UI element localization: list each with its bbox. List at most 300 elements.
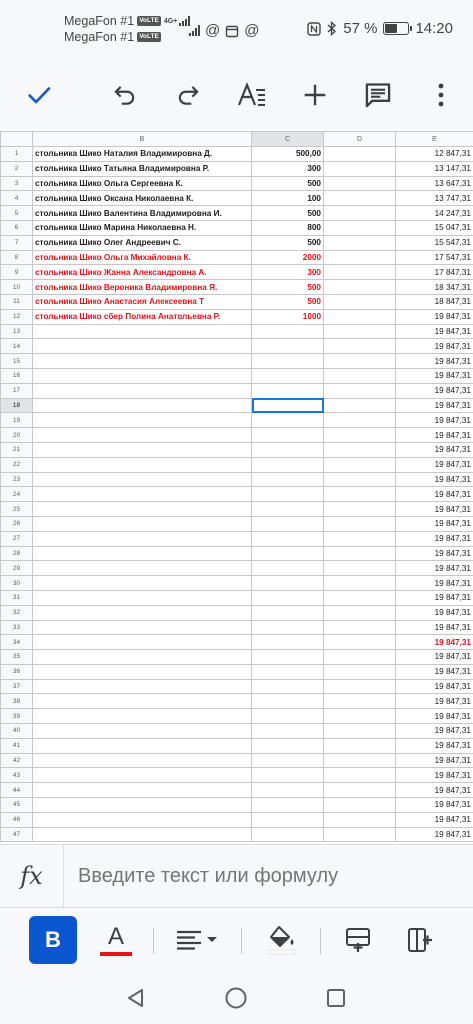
cell-d[interactable] xyxy=(324,147,396,162)
row-header[interactable]: 13 xyxy=(1,324,33,339)
cell-b[interactable] xyxy=(33,753,252,768)
row-header[interactable]: 7 xyxy=(1,235,33,250)
cell-d[interactable] xyxy=(324,605,396,620)
cell-b[interactable] xyxy=(33,620,252,635)
insert-column-button[interactable] xyxy=(396,916,444,964)
cell-b[interactable] xyxy=(33,635,252,650)
cell-d[interactable] xyxy=(324,324,396,339)
cell-b[interactable]: стольника Шико Оксана Николаевна К. xyxy=(33,191,252,206)
column-header-e[interactable]: E xyxy=(396,132,473,147)
cell-d[interactable] xyxy=(324,650,396,665)
table-row xyxy=(1,206,473,221)
cell-b[interactable] xyxy=(33,368,252,383)
cell-e[interactable]: 19 847,31 xyxy=(396,709,473,724)
cell-d[interactable] xyxy=(324,753,396,768)
column-header-d[interactable]: D xyxy=(324,132,396,147)
cell-b[interactable] xyxy=(33,354,252,369)
cell-e[interactable]: 19 847,31 xyxy=(396,546,473,561)
cell-d[interactable] xyxy=(324,620,396,635)
row-header[interactable]: 17 xyxy=(1,383,33,398)
row-header[interactable]: 19 xyxy=(1,413,33,428)
cell-d[interactable] xyxy=(324,576,396,591)
cell-b[interactable] xyxy=(33,413,252,428)
cell-b[interactable]: стольника Шико Ольга Сергеевна К. xyxy=(33,176,252,191)
cell-c[interactable]: 100 xyxy=(252,191,324,206)
cell-e[interactable]: 19 847,31 xyxy=(396,605,473,620)
cell-c[interactable]: 1000 xyxy=(252,309,324,324)
cell-e[interactable]: 19 847,31 xyxy=(396,827,473,842)
table-row xyxy=(1,709,473,724)
cell-d[interactable] xyxy=(324,339,396,354)
cell-b[interactable] xyxy=(33,398,252,413)
cell-b[interactable] xyxy=(33,738,252,753)
cell-d[interactable] xyxy=(324,294,396,309)
function-button[interactable] xyxy=(0,845,64,907)
table-row xyxy=(1,235,473,250)
row-header[interactable]: 3 xyxy=(1,176,33,191)
spreadsheet-grid[interactable] xyxy=(0,131,473,844)
table-row xyxy=(1,738,473,753)
cell-e[interactable]: 13 747,31 xyxy=(396,191,473,206)
cell-b[interactable] xyxy=(33,664,252,679)
more-vert-icon xyxy=(437,82,445,108)
cell-b[interactable] xyxy=(33,487,252,502)
cell-d[interactable] xyxy=(324,442,396,457)
table-row xyxy=(1,383,473,398)
text-color-swatch xyxy=(100,952,132,956)
table-row xyxy=(1,768,473,783)
cell-e[interactable]: 19 847,31 xyxy=(396,650,473,665)
cell-d[interactable] xyxy=(324,176,396,191)
cell-c[interactable] xyxy=(252,457,324,472)
cell-e[interactable]: 19 847,31 xyxy=(396,472,473,487)
cell-e[interactable]: 19 847,31 xyxy=(396,354,473,369)
grid-body xyxy=(1,147,473,842)
back-button[interactable] xyxy=(118,982,154,1014)
row-header[interactable]: 43 xyxy=(1,768,33,783)
row-header[interactable]: 22 xyxy=(1,457,33,472)
cell-b[interactable] xyxy=(33,650,252,665)
cell-e[interactable]: 17 847,31 xyxy=(396,265,473,280)
cell-e[interactable]: 19 847,31 xyxy=(396,768,473,783)
cell-b[interactable] xyxy=(33,679,252,694)
back-triangle-icon xyxy=(125,987,147,1009)
row-header[interactable]: 47 xyxy=(1,827,33,842)
cell-e[interactable]: 19 847,31 xyxy=(396,368,473,383)
cell-c[interactable] xyxy=(252,738,324,753)
row-header[interactable]: 8 xyxy=(1,250,33,265)
cell-c[interactable] xyxy=(252,516,324,531)
row-header[interactable]: 38 xyxy=(1,694,33,709)
cell-d[interactable] xyxy=(324,709,396,724)
cell-c[interactable] xyxy=(252,827,324,842)
cell-c[interactable] xyxy=(252,724,324,739)
table-row xyxy=(1,413,473,428)
row-header[interactable]: 37 xyxy=(1,679,33,694)
cell-c[interactable] xyxy=(252,709,324,724)
row-header[interactable]: 30 xyxy=(1,576,33,591)
cell-d[interactable] xyxy=(324,206,396,221)
cell-c[interactable] xyxy=(252,605,324,620)
cell-b[interactable] xyxy=(33,798,252,813)
cell-d[interactable] xyxy=(324,280,396,295)
cell-d[interactable] xyxy=(324,664,396,679)
separator-3 xyxy=(320,928,321,954)
cell-c[interactable] xyxy=(252,768,324,783)
cell-c[interactable]: 500 xyxy=(252,294,324,309)
cell-c[interactable] xyxy=(252,472,324,487)
row-header[interactable]: 45 xyxy=(1,798,33,813)
cell-c[interactable] xyxy=(252,576,324,591)
cell-d[interactable] xyxy=(324,191,396,206)
text-format-icon xyxy=(237,81,267,109)
cell-c[interactable] xyxy=(252,354,324,369)
cell-d[interactable] xyxy=(324,472,396,487)
cell-e[interactable]: 19 847,31 xyxy=(396,561,473,576)
table-row xyxy=(1,442,473,457)
cell-e[interactable]: 19 847,31 xyxy=(396,339,473,354)
cell-d[interactable] xyxy=(324,383,396,398)
cell-d[interactable] xyxy=(324,354,396,369)
insert-row-button[interactable] xyxy=(334,916,382,964)
cell-c[interactable] xyxy=(252,753,324,768)
cell-b[interactable] xyxy=(33,457,252,472)
cell-c[interactable]: 500 xyxy=(252,176,324,191)
formula-input[interactable] xyxy=(64,845,473,907)
cell-c[interactable] xyxy=(252,590,324,605)
row-header[interactable]: 24 xyxy=(1,487,33,502)
cell-d[interactable] xyxy=(324,250,396,265)
cell-b[interactable]: стольника Шико Татьяна Владимировна Р. xyxy=(33,161,252,176)
cell-b[interactable]: стольника Шико Анастасия Алексеевна Т xyxy=(33,294,252,309)
table-row xyxy=(1,516,473,531)
cell-c[interactable]: 500 xyxy=(252,235,324,250)
carrier-2 xyxy=(64,30,161,44)
cell-e[interactable]: 15 047,31 xyxy=(396,220,473,235)
redo-button[interactable] xyxy=(166,73,210,117)
cell-b[interactable]: стольника Шико Наталия Владимировна Д. xyxy=(33,147,252,162)
cell-d[interactable] xyxy=(324,783,396,798)
row-header[interactable]: 35 xyxy=(1,650,33,665)
text-color-icon xyxy=(100,923,132,957)
select-all-corner[interactable] xyxy=(1,132,33,147)
cell-b[interactable] xyxy=(33,516,252,531)
cell-b[interactable] xyxy=(33,428,252,443)
row-header[interactable]: 44 xyxy=(1,783,33,798)
home-circle-icon xyxy=(224,986,248,1010)
row-header[interactable]: 36 xyxy=(1,664,33,679)
row-header[interactable]: 39 xyxy=(1,709,33,724)
cell-e[interactable]: 13 147,31 xyxy=(396,161,473,176)
cell-d[interactable] xyxy=(324,161,396,176)
cell-d[interactable] xyxy=(324,428,396,443)
cell-d[interactable] xyxy=(324,516,396,531)
row-header[interactable]: 28 xyxy=(1,546,33,561)
row-header[interactable]: 2 xyxy=(1,161,33,176)
row-header[interactable]: 41 xyxy=(1,738,33,753)
cell-b[interactable] xyxy=(33,502,252,517)
cell-b[interactable]: стольника Шико Вероника Владимировна Я. xyxy=(33,280,252,295)
cell-b[interactable] xyxy=(33,442,252,457)
row-header[interactable]: 10 xyxy=(1,280,33,295)
row-header[interactable]: 23 xyxy=(1,472,33,487)
cell-c[interactable] xyxy=(252,783,324,798)
cell-e[interactable]: 19 847,31 xyxy=(396,516,473,531)
fill-color-button[interactable] xyxy=(258,916,306,964)
cell-b[interactable] xyxy=(33,324,252,339)
cell-e[interactable]: 19 847,31 xyxy=(396,620,473,635)
cell-d[interactable] xyxy=(324,724,396,739)
row-header[interactable]: 40 xyxy=(1,724,33,739)
cell-b[interactable] xyxy=(33,783,252,798)
cell-c[interactable]: 300 xyxy=(252,265,324,280)
row-header[interactable]: 25 xyxy=(1,502,33,517)
row-header[interactable]: 21 xyxy=(1,442,33,457)
cell-e[interactable]: 15 547,31 xyxy=(396,235,473,250)
row-header[interactable]: 46 xyxy=(1,812,33,827)
bold-button[interactable]: B xyxy=(29,916,77,964)
cell-c[interactable] xyxy=(252,487,324,502)
cell-e[interactable]: 19 847,31 xyxy=(396,398,473,413)
cell-b[interactable] xyxy=(33,605,252,620)
cell-d[interactable] xyxy=(324,309,396,324)
cell-b[interactable] xyxy=(33,561,252,576)
cell-c[interactable] xyxy=(252,324,324,339)
cell-b[interactable] xyxy=(33,812,252,827)
align-button[interactable] xyxy=(170,916,226,964)
fx-icon: fx xyxy=(20,862,43,890)
row-header[interactable]: 32 xyxy=(1,605,33,620)
cell-c[interactable]: 800 xyxy=(252,220,324,235)
cell-e[interactable]: 19 847,31 xyxy=(396,502,473,517)
cell-d[interactable] xyxy=(324,798,396,813)
cell-e[interactable]: 19 847,31 xyxy=(396,457,473,472)
cell-e[interactable]: 19 847,31 xyxy=(396,531,473,546)
cell-b[interactable] xyxy=(33,709,252,724)
cell-e[interactable]: 19 847,31 xyxy=(396,664,473,679)
cell-d[interactable] xyxy=(324,487,396,502)
cell-e[interactable]: 19 847,31 xyxy=(396,738,473,753)
plus-icon xyxy=(302,82,328,108)
cell-e[interactable]: 19 847,31 xyxy=(396,753,473,768)
cell-c[interactable] xyxy=(252,650,324,665)
active-cell[interactable] xyxy=(252,398,324,413)
home-button[interactable] xyxy=(218,982,254,1014)
row-header[interactable]: 1 xyxy=(1,147,33,162)
cell-b[interactable] xyxy=(33,546,252,561)
cell-d[interactable] xyxy=(324,368,396,383)
cell-d[interactable] xyxy=(324,457,396,472)
row-header[interactable]: 9 xyxy=(1,265,33,280)
cell-e[interactable]: 19 847,31 xyxy=(396,798,473,813)
cell-c[interactable] xyxy=(252,798,324,813)
column-header-b[interactable]: B xyxy=(33,132,252,147)
cell-b[interactable] xyxy=(33,827,252,842)
recents-button[interactable] xyxy=(318,982,354,1014)
cell-c[interactable] xyxy=(252,812,324,827)
cell-d[interactable] xyxy=(324,502,396,517)
cell-d[interactable] xyxy=(324,220,396,235)
cell-b[interactable] xyxy=(33,768,252,783)
cell-c[interactable] xyxy=(252,679,324,694)
cell-c[interactable] xyxy=(252,413,324,428)
cell-c[interactable] xyxy=(252,368,324,383)
cell-b[interactable]: стольника Шико Ольга Михайловна К. xyxy=(33,250,252,265)
confirm-button[interactable] xyxy=(17,73,61,117)
cell-c[interactable] xyxy=(252,546,324,561)
table-row xyxy=(1,531,473,546)
cell-b[interactable] xyxy=(33,576,252,591)
cell-c[interactable]: 300 xyxy=(252,161,324,176)
cell-d[interactable] xyxy=(324,398,396,413)
cell-d[interactable] xyxy=(324,827,396,842)
cell-c[interactable]: 500 xyxy=(252,280,324,295)
table-row xyxy=(1,161,473,176)
cell-d[interactable] xyxy=(324,694,396,709)
cell-b[interactable]: стольника Шико Валентина Владимировна И. xyxy=(33,206,252,221)
cell-d[interactable] xyxy=(324,265,396,280)
cell-c[interactable] xyxy=(252,664,324,679)
cell-c[interactable]: 2000 xyxy=(252,250,324,265)
row-header[interactable]: 31 xyxy=(1,590,33,605)
table-row xyxy=(1,502,473,517)
row-header[interactable]: 42 xyxy=(1,753,33,768)
cell-d[interactable] xyxy=(324,738,396,753)
cell-e[interactable]: 12 847,31 xyxy=(396,147,473,162)
cell-b[interactable] xyxy=(33,339,252,354)
separator-2 xyxy=(241,928,242,954)
cell-b[interactable] xyxy=(33,694,252,709)
cell-d[interactable] xyxy=(324,590,396,605)
cell-b[interactable]: стольника Шико сбер Полина Анатольевна Р. xyxy=(33,309,252,324)
cell-d[interactable] xyxy=(324,768,396,783)
cell-e[interactable]: 17 547,31 xyxy=(396,250,473,265)
cell-c[interactable] xyxy=(252,383,324,398)
cell-c[interactable]: 500 xyxy=(252,206,324,221)
cell-e[interactable]: 19 847,31 xyxy=(396,309,473,324)
row-header[interactable]: 15 xyxy=(1,354,33,369)
at-icon: @ xyxy=(205,22,221,39)
cell-e[interactable]: 18 847,31 xyxy=(396,294,473,309)
recents-square-icon xyxy=(325,987,347,1009)
row-header[interactable]: 16 xyxy=(1,368,33,383)
row-header[interactable]: 5 xyxy=(1,206,33,221)
cell-e[interactable]: 14 247,31 xyxy=(396,206,473,221)
cell-b[interactable]: стольника Шико Марина Николаевна Н. xyxy=(33,220,252,235)
text-color-letter: A xyxy=(107,923,124,950)
table-row xyxy=(1,398,473,413)
cell-e[interactable]: 19 847,31 xyxy=(396,428,473,443)
cell-e[interactable]: 19 847,31 xyxy=(396,635,473,650)
cell-e[interactable]: 19 847,31 xyxy=(396,576,473,591)
cell-b[interactable]: стольника Шико Жанна Александровна А. xyxy=(33,265,252,280)
row-header[interactable]: 20 xyxy=(1,428,33,443)
cell-d[interactable] xyxy=(324,235,396,250)
cell-b[interactable] xyxy=(33,590,252,605)
row-header[interactable]: 27 xyxy=(1,531,33,546)
cell-b[interactable] xyxy=(33,472,252,487)
cell-c[interactable] xyxy=(252,620,324,635)
row-header[interactable]: 14 xyxy=(1,339,33,354)
cell-d[interactable] xyxy=(324,635,396,650)
cell-c[interactable]: 500,00 xyxy=(252,147,324,162)
text-color-button[interactable] xyxy=(92,916,140,964)
cell-c[interactable] xyxy=(252,561,324,576)
row-header[interactable]: 18 xyxy=(1,398,33,413)
cell-d[interactable] xyxy=(324,531,396,546)
cell-e[interactable]: 19 847,31 xyxy=(396,783,473,798)
row-header[interactable]: 33 xyxy=(1,620,33,635)
cell-d[interactable] xyxy=(324,546,396,561)
table-row xyxy=(1,354,473,369)
cell-e[interactable]: 19 847,31 xyxy=(396,724,473,739)
cell-b[interactable] xyxy=(33,383,252,398)
cell-c[interactable] xyxy=(252,694,324,709)
table-row xyxy=(1,220,473,235)
row-header[interactable]: 12 xyxy=(1,309,33,324)
cell-e[interactable]: 19 847,31 xyxy=(396,413,473,428)
table-row xyxy=(1,368,473,383)
cell-e[interactable]: 19 847,31 xyxy=(396,812,473,827)
table-row xyxy=(1,605,473,620)
cell-e[interactable]: 19 847,31 xyxy=(396,383,473,398)
format-bar xyxy=(0,908,473,972)
carrier-1-label: MegaFon #1 xyxy=(64,14,135,28)
insert-button[interactable] xyxy=(293,73,337,117)
cell-e[interactable]: 19 847,31 xyxy=(396,324,473,339)
calendar-icon xyxy=(225,24,239,38)
row-header[interactable]: 6 xyxy=(1,220,33,235)
formula-bar xyxy=(0,844,473,908)
cell-d[interactable] xyxy=(324,679,396,694)
column-header-c[interactable]: C xyxy=(252,132,324,147)
cell-b[interactable] xyxy=(33,531,252,546)
cell-c[interactable] xyxy=(252,531,324,546)
cell-c[interactable] xyxy=(252,428,324,443)
comment-button[interactable] xyxy=(356,73,400,117)
undo-button[interactable] xyxy=(103,73,147,117)
row-header[interactable]: 34 xyxy=(1,635,33,650)
cell-c[interactable] xyxy=(252,339,324,354)
row-header[interactable]: 29 xyxy=(1,561,33,576)
cell-c[interactable] xyxy=(252,635,324,650)
cell-e[interactable]: 18 347,31 xyxy=(396,280,473,295)
table-row xyxy=(1,798,473,813)
text-format-button[interactable] xyxy=(230,73,274,117)
cell-e[interactable]: 19 847,31 xyxy=(396,694,473,709)
cell-d[interactable] xyxy=(324,561,396,576)
table-row xyxy=(1,783,473,798)
cell-e[interactable]: 19 847,31 xyxy=(396,487,473,502)
cell-c[interactable] xyxy=(252,442,324,457)
cell-e[interactable]: 13 647,31 xyxy=(396,176,473,191)
cell-c[interactable] xyxy=(252,502,324,517)
cells-table xyxy=(0,131,473,842)
cell-b[interactable] xyxy=(33,724,252,739)
row-header[interactable]: 11 xyxy=(1,294,33,309)
cell-e[interactable]: 19 847,31 xyxy=(396,679,473,694)
table-row xyxy=(1,694,473,709)
table-row xyxy=(1,724,473,739)
cell-e[interactable]: 19 847,31 xyxy=(396,442,473,457)
cell-d[interactable] xyxy=(324,413,396,428)
cell-e[interactable]: 19 847,31 xyxy=(396,590,473,605)
more-options-button[interactable] xyxy=(419,73,463,117)
cell-b[interactable]: стольника Шико Олег Андреевич С. xyxy=(33,235,252,250)
row-header[interactable]: 26 xyxy=(1,516,33,531)
cell-d[interactable] xyxy=(324,812,396,827)
row-header[interactable]: 4 xyxy=(1,191,33,206)
